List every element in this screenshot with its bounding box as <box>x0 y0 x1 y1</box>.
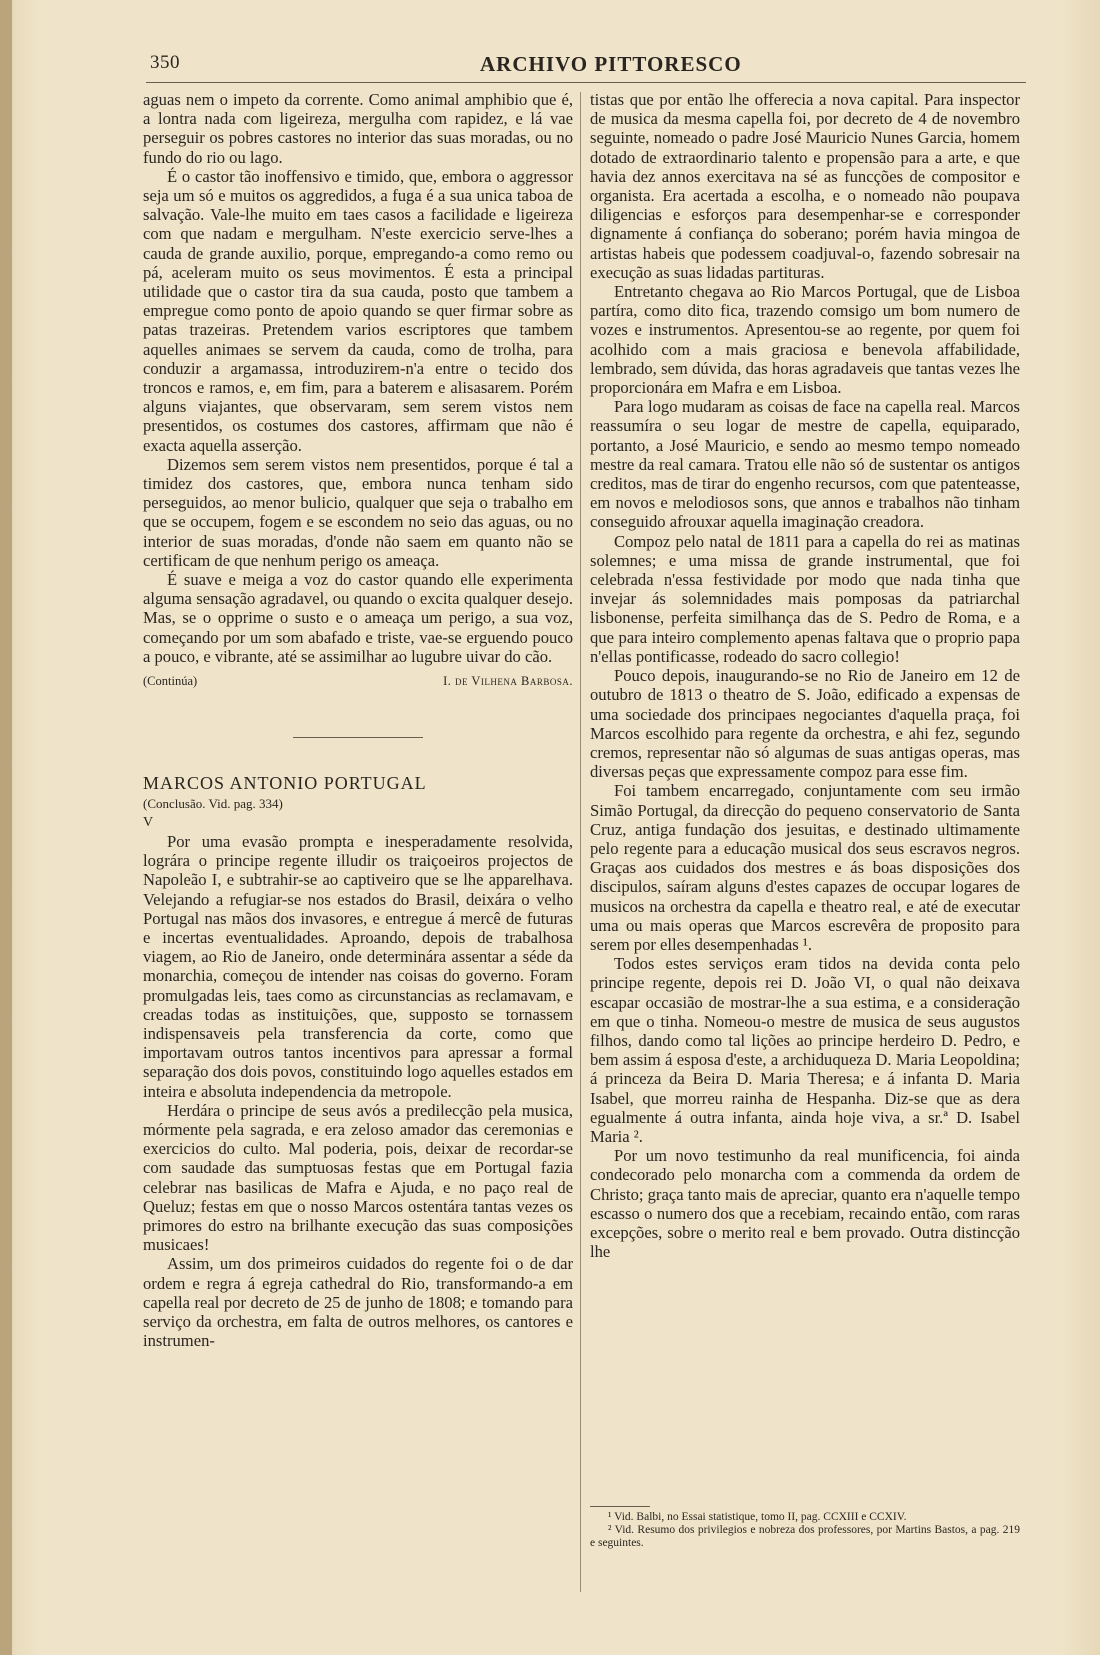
paragraph: Entretanto chegava ao Rio Marcos Portugal, que de Lisboa partíra, como dito fica, trazendo comsigo um bom numero de vozes e instrumentos. Apresentou-se ao regente, por quem foi acolhido com a mais graciosa e benevola affabilidade, lembrado, sem dúvida, das horas agradaveis que tantas vezes lhe proporcionára em Mafra e em Lisboa. <box>590 282 1020 398</box>
paragraph: Para logo mudaram as coisas de face na capella real. Marcos reassumíra o seu logar de mestre de capella, equiparado, portanto, a José Mauricio, e sendo ao mesmo tempo nomeado mestre da real camara. Tratou elle não só de sustentar os antigos creditos, mas de tirar do engenho recursos, com que patenteasse, em novos e melodiosos sons, que annos e trabalhos não tinham conseguido afrouxar aquella imaginação creadora. <box>590 397 1020 532</box>
footnote-rule <box>590 1506 650 1507</box>
paragraph: É o castor tão inoffensivo e timido, que, embora o aggressor seja um só e muitos os aggredidos, a fuga é a sua unica taboa de salvação. Vale-lhe muito em taes casos a facilidade e ligeireza com que nadam e mergulham. N'este exercicio serve-lhes a cauda de grande auxilio, porque, empregando-a como remo ou pá, aceleram muito os seus movimentos. É esta a principal utilidade que o castor tira da sua cauda, posto que tambem a empregue como ponto de apoio quando se quer firmar sobre as patas trazeiras. Pretendem varios escriptores que tambem aquelles animaes se servem da cauda, como de trolha, para conduzir a argamassa, introduzirem-n'a entre o tecido dos troncos e ramos, e, em fim, para a baterem e alisasarem. Porém alguns viajantes, que observaram, sem serem vistos nem presentidos, os costumes dos castores, affirmam que não é exacta aquella asserção. <box>143 166 573 455</box>
paragraph: É suave e meiga a voz do castor quando elle experimenta alguma sensação agradavel, ou quando o excita qualquer desejo. Mas, se o opprime o susto e o ameaça um perigo, a sua voz, começando por um som abafado e triste, vae-se erguendo pouco a pouco, e vibrante, até se assimilhar ao lugubre uivar do cão. <box>143 570 573 666</box>
page-binding-edge <box>0 0 12 1655</box>
chapter-numeral: V <box>143 814 154 830</box>
paragraph: Assim, um dos primeiros cuidados do regente foi o de dar ordem e regra á egreja cathedral do Rio, transformando-a em capella real por decreto de 25 de junho de 1808; e tomando para serviço da orchestra, em falta de outros melhores, os cantores e instrumen- <box>143 1254 573 1351</box>
author-signature: I. de Vilhena Barbosa. <box>443 674 573 689</box>
paragraph: aguas nem o impeto da corrente. Como animal amphibio que é, a lontra nada com ligeireza, mergulha com rapidez, e lá vae perseguir os pobres castores no interior das suas moradas, ou no fundo do rio ou lago. <box>143 90 573 167</box>
page-header <box>150 52 1030 82</box>
continuation-line <box>143 672 573 691</box>
article-title: MARCOS ANTONIO PORTUGAL <box>143 773 427 794</box>
page-number: 350 <box>150 52 180 73</box>
paragraph: Compoz pelo natal de 1811 para a capella do rei as matinas solemnes; e uma missa de grande instrumental, que foi celebrada n'essa festividade por modo que nada tinha que invejar ás solemnidades mais pomposas da patriarchal lisbonense, perfeita similhança das de S. Pedro de Roma, e a que para inteiro complemento apenas faltava que o proprio papa n'ellas pontificasse, rodeado do sacro collegio! <box>590 531 1020 666</box>
column-divider <box>580 92 581 1592</box>
left-column <box>143 90 573 1350</box>
running-head: ARCHIVO PITTORESCO <box>480 52 742 76</box>
paragraph: Todos estes serviços eram tidos na devida conta pelo principe regente, depois rei D. João VI, o qual não deixava escapar occasião de mostrar-lhe a sua estima, e a consideração em que o tinha. Nomeou-o mestre de musica de seus augustos filhos, dando como tal lições ao principe herdeiro D. Pedro, e bem assim á esposa d'este, a archiduqueza D. Maria Leopoldina; á princeza da Beira D. Maria Theresa; e á infanta D. Maria Isabel, que morreu rainha de Hespanha. Diz-se que as dera egualmente á outra infanta, ainda hoje viva, a sr.ª D. Isabel Maria ². <box>590 954 1020 1146</box>
footnote: ² Vid. Resumo dos privilegios e nobreza dos professores, por Martins Bastos, a pag. 219 e seguintes. <box>590 1524 1020 1549</box>
article-subtitle: (Conclusão. Vid. pag. 334) <box>143 795 283 811</box>
continua-label: (Continúa) <box>143 674 198 689</box>
footnote: ¹ Vid. Balbi, no Essai statistique, tomo II, pag. CCXIII e CCXIV. <box>608 1511 907 1523</box>
paragraph: Dizemos sem serem vistos nem presentidos, porque é tal a timidez dos castores, que, embora nunca tenham sido perseguidos, ao menor bulicio, qualquer que seja o trabalho em que se occupem, fogem e se escondem no seio das aguas, ou no interior de suas moradas, d'onde não saem em quanto não se certificam de que nenhum perigo os ameaça. <box>143 454 573 570</box>
paragraph: Herdára o principe de seus avós a predilecção pela musica, mórmente pela sagrada, e era zeloso amador das ceremonias e exercicios do culto. Mal poderia, pois, deixar de recordar-se com saudade das sumptuosas festas que em Portugal fazia celebrar nas basilicas de Mafra e Ajuda, e no paço real de Queluz; festas em que o nosso Marcos ostentára tantas vezes os primores do estro na brilhante execução das suas composições musicaes! <box>143 1100 573 1255</box>
paragraph: Por um novo testimunho da real munificencia, foi ainda condecorado pelo monarcha com a commenda da ordem de Christo; graça tanto mais de apreciar, quanto era n'aquelle tempo escasso o numero dos que a recebiam, recaindo então, com raras excepções, sobre o merito real e bem provado. Outra distincção lhe <box>590 1146 1020 1262</box>
paragraph: Foi tambem encarregado, conjuntamente com seu irmão Simão Portugal, da direcção do pequeno conservatorio de Santa Cruz, antiga fundação dos jesuitas, e destinado ultimamente pelo regente para a educação musical dos seus escravos negros. Graças aos cuidados dos mestres e ás boas disposições dos discipulos, saíram alguns d'estes capazes de occupar logares de musicos na orchestra da capella e theatro real, e até de executar uma ou mais operas que Marcos escrevêra de proposito para serem por elles desempenhadas ¹. <box>590 781 1020 954</box>
paragraph: Pouco depois, inaugurando-se no Rio de Janeiro em 12 de outubro de 1813 o theatro de S. João, edificado a expensas de uma sociedade dos principaes negociantes d'aquella praça, foi Marcos escolhido para regente da orchestra, e ahi fez, segundo cremos, representar não só algumas de suas antigas operas, mas diversas peças que expressamente compoz para esse fim. <box>590 666 1020 782</box>
right-column <box>590 90 1020 1261</box>
footnotes <box>590 1506 1020 1550</box>
paragraph: Por uma evasão prompta e inesperadamente resolvida, lográra o principe regente illudir os traiçoeiros projectos de Napoleão I, e subtrahir-se ao captiveiro que se lhe apparelhava. Velejando a refugiar-se nos estados do Brasil, deixára o velho Portugal nas mãos dos invasores, e entregue á mercê de futuras e incertas eventualidades. Aproando, depois de trabalhosa viagem, ao Rio de Janeiro, onde determinára assentar a séde da monarchia, começou de intender nas coisas do governo. Foram promulgadas leis, taes como as circunstancias as reclamavam, e creadas todas as instituições, que, supposto se tornassem indispensaveis pela transferencia da corte, como que importavam outros tantos incentivos para apressar a formal separação dos dois povos, constituindo logo aquelles estados em inteira e absoluta independencia da metropole. <box>143 831 573 1101</box>
paragraph: tistas que por então lhe offerecia a nova capital. Para inspector de musica da mesma capella foi, por decreto de 4 de novembro seguinte, nomeado o padre José Mauricio Nunes Garcia, homem dotado de extraordinario talento e propensão para a arte, e que havia dez annos exercitava na sé as funcções de compositor e organista. Era acertada a escolha, e o nomeado não poupava diligencias e esforços para desempenhar-se e corresponder dignamente á confiança do soberano; porém havia mingoa de artistas habeis que podessem coadjuval-o, fazendo sobresair na execução as suas lidadas partituras. <box>590 90 1020 282</box>
section-divider <box>293 737 423 738</box>
header-rule <box>146 82 1026 83</box>
